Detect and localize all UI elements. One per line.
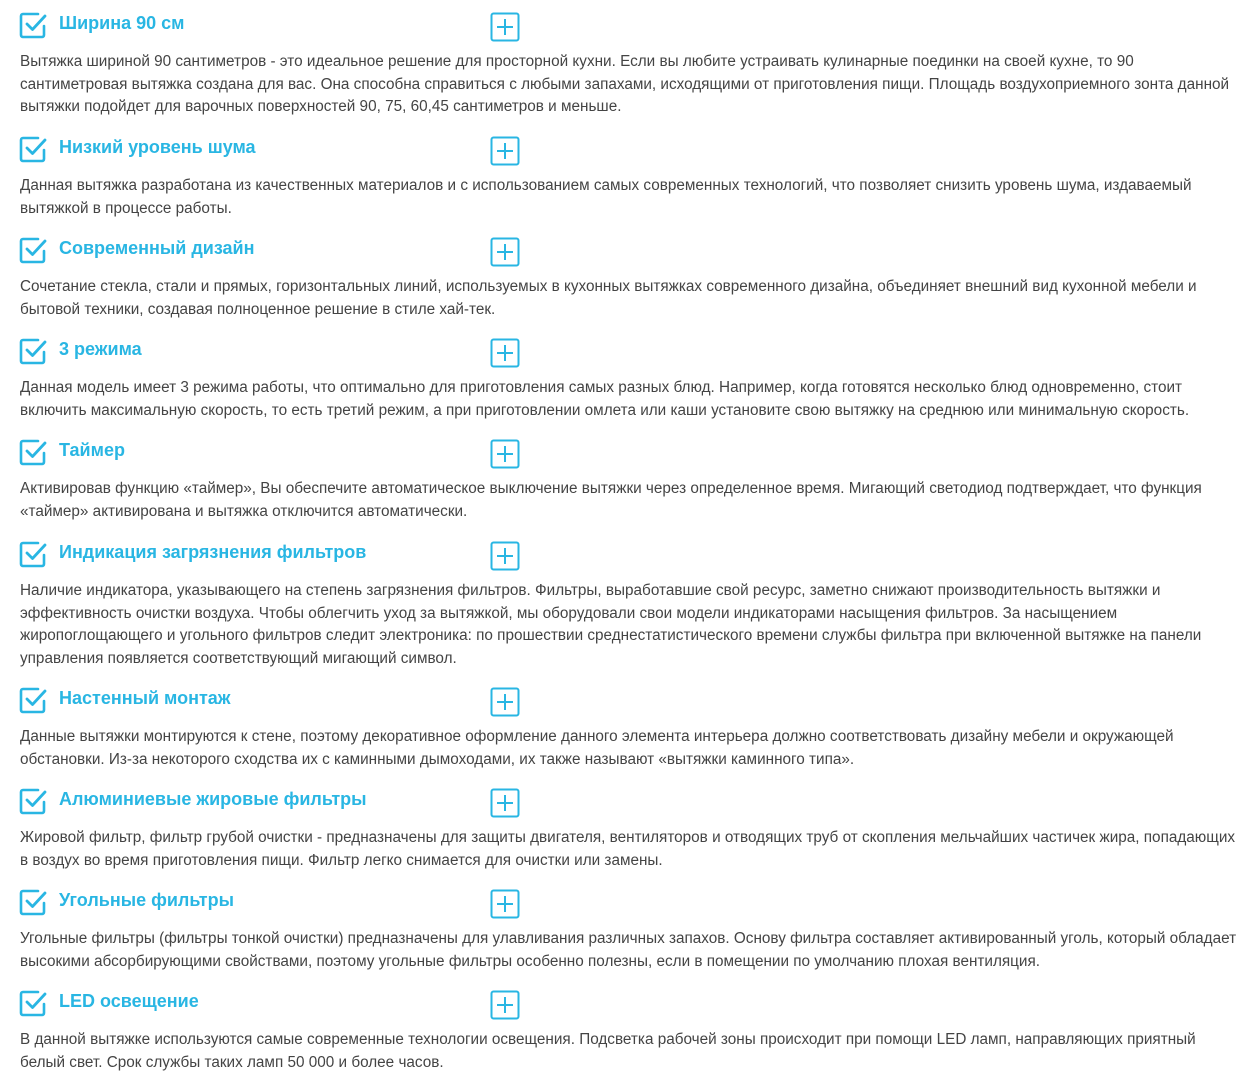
feature-title: Настенный монтаж [59,688,231,708]
feature-title: Современный дизайн [59,238,255,258]
feature-description: Сочетание стекла, стали и прямых, горизонтальных линий, используемых в кухонных вытяжках современного дизайна, объединяет внешний вид кухонной мебели и бытовой техники, создавая полноценное решение в стиле хай-тек. [20,278,1197,318]
expand-plus-icon[interactable] [490,687,520,717]
feature-description: Наличие индикатора, указывающего на степень загрязнения фильтров. Фильтры, выработавшие свой ресурс, заметно снижают производительность вытяжки и эффективность очистки воздуха. Чтобы облегчить уход за вытяжкой, мы оборудовали свои модели индикаторами насыщения фильтров. За насыщением жиропоглощающего и угольного фильтров следит электроника: по прошествии среднестатистического времени службы фильтра при включенной вытяжке на панели управления появляется соответствующий мигающий символ. [20,582,1202,667]
feature-header [0,787,1257,827]
feature-description: Жировой фильтр, фильтр грубой очистки - предназначены для защиты двигателя, вентиляторов и отводящих труб от скопления мельчайших частичек жира, попадающих в воздух во время приготовления пищи. Фильтр легко снимается для очистки или замены. [20,829,1236,869]
feature-title: LED освещение [59,991,199,1011]
feature-header [0,989,1257,1029]
feature-description: Данная модель имеет 3 режима работы, что оптимально для приготовления самых разных блюд. Например, когда готовятся несколько блюд одновременно, стоит включить максимальную скорость, то есть третий режим, а при приготовлении омлета или каши установите свою вытяжку на среднюю или минимальную скорость. [20,379,1190,419]
expand-plus-icon[interactable] [490,12,520,42]
expand-plus-icon[interactable] [490,541,520,571]
expand-plus-icon[interactable] [490,439,520,469]
checkbox-checked-icon [19,438,47,466]
feature-header [0,337,1257,377]
feature-title: Алюминиевые жировые фильтры [59,789,367,809]
feature-description: Угольные фильтры (фильтры тонкой очистки) предназначены для улавливания различных запахов. Основу фильтра составляет активированный уголь, который обладает высокими абсорбирующими свойствами, поэтому угольные фильтры особенно полезны, если в помещении по умолчанию плохая вентиляция. [20,930,1237,970]
feature-description: Вытяжка шириной 90 сантиметров - это идеальное решение для просторной кухни. Если вы любите устраивать кулинарные поединки на своей кухне, то 90 сантиметровая вытяжка создана для вас. Она способна справиться с любыми запахами, исходящими от приготовления пищи. Площадь воздухоприемного зонта данной вытяжки подойдет для варочных поверхностей 90, 75, 60,45 сантиметров и меньше. [20,53,1230,115]
checkbox-checked-icon [19,236,47,264]
feature-description: В данной вытяжке используются самые современные технологии освещения. Подсветка рабочей зоны происходит при помощи LED ламп, направляющих приятный белый свет. Срок службы таких ламп 50 000 и более часов. [20,1031,1196,1071]
feature-title: Индикация загрязнения фильтров [59,542,367,562]
feature-header [0,11,1257,51]
expand-plus-icon[interactable] [490,338,520,368]
feature-header [0,236,1257,276]
expand-plus-icon[interactable] [490,237,520,267]
feature-title: Угольные фильтры [59,890,234,910]
feature-description: Данные вытяжки монтируются к стене, поэтому декоративное оформление данного элемента интерьера должно соответствовать дизайну мебели и окружающей обстановки. Из-за некоторого сходства их с каминными дымоходами, их также называют «вытяжки каминного типа». [20,728,1174,768]
feature-title: 3 режима [59,339,142,359]
feature-title: Низкий уровень шума [59,137,256,157]
checkbox-checked-icon [19,686,47,714]
feature-header [0,438,1257,478]
checkbox-checked-icon [19,540,47,568]
checkbox-checked-icon [19,989,47,1017]
feature-title: Таймер [59,440,125,460]
expand-plus-icon[interactable] [490,136,520,166]
expand-plus-icon[interactable] [490,788,520,818]
feature-header [0,135,1257,175]
checkbox-checked-icon [19,135,47,163]
feature-header [0,888,1257,928]
expand-plus-icon[interactable] [490,889,520,919]
feature-title: Ширина 90 см [59,13,185,33]
expand-plus-icon[interactable] [490,990,520,1020]
feature-header [0,686,1257,726]
checkbox-checked-icon [19,888,47,916]
feature-description: Данная вытяжка разработана из качественных материалов и с использованием самых современных технологий, что позволяет снизить уровень шума, издаваемый вытяжкой в процессе работы. [20,177,1192,217]
feature-header [0,540,1257,580]
checkbox-checked-icon [19,337,47,365]
checkbox-checked-icon [19,787,47,815]
feature-description: Активировав функцию «таймер», Вы обеспечите автоматическое выключение вытяжки через определенное время. Мигающий светодиод подтверждает, что функция «таймер» активирована и вытяжка отключится автоматически. [20,480,1202,520]
checkbox-checked-icon [19,11,47,39]
